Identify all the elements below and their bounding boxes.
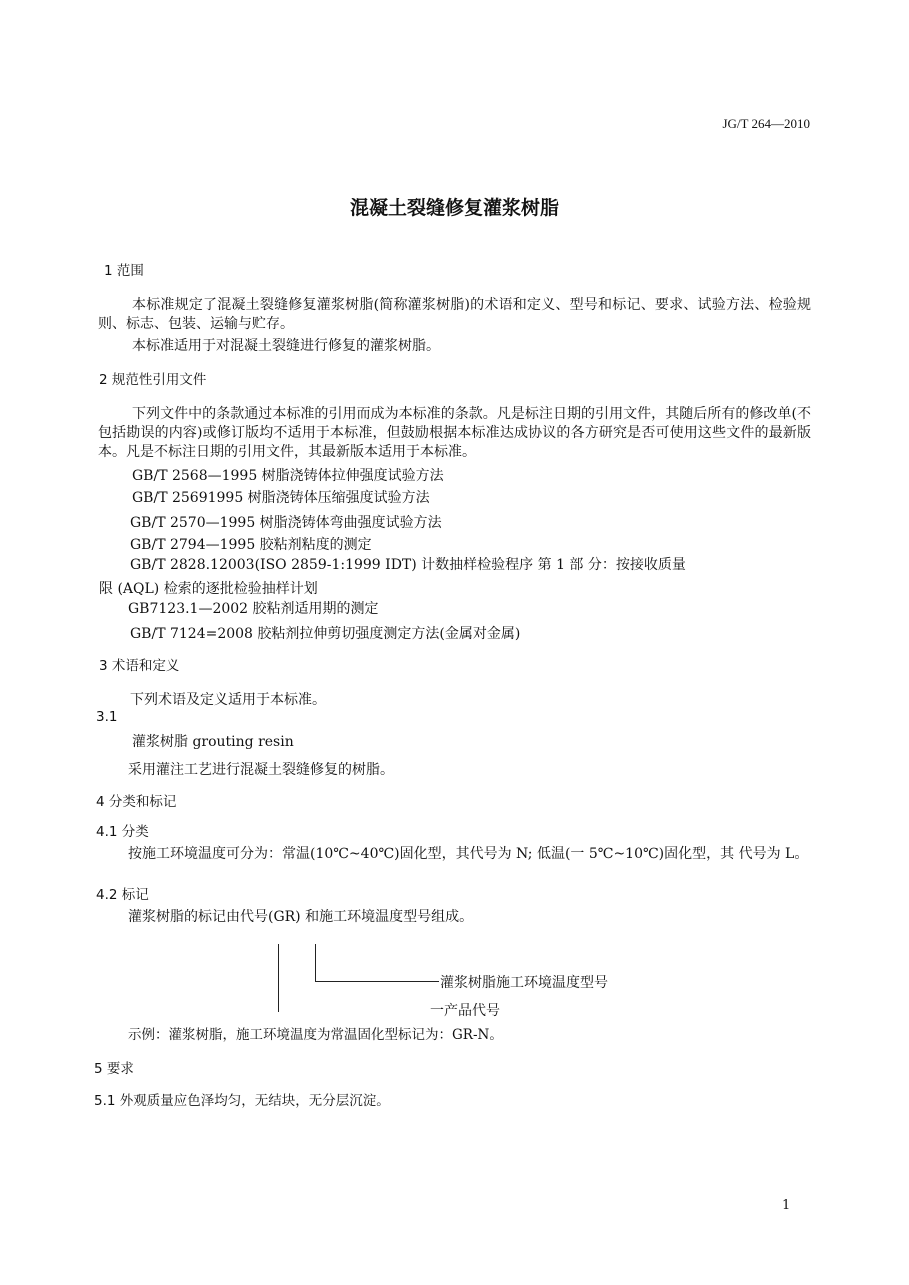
marking-example: 示例：灌浆树脂，施工环境温度为常温固化型标记为：GR-N。	[128, 1027, 503, 1043]
diagram-line-temperature-type	[315, 944, 316, 982]
section-4-2-paragraph: 灌浆树脂的标记由代号(GR) 和施工环境温度型号组成。	[128, 909, 474, 925]
standard-number: JG/T 264—2010	[722, 116, 810, 131]
diagram-label-temperature-type: 灌浆树脂施工环境温度型号	[440, 975, 608, 991]
reference-item: 限 (AQL) 检索的逐批检验抽样计划	[99, 581, 318, 597]
section-3-heading: 3 术语和定义	[99, 658, 180, 674]
subsection-4-2-heading: 4.2 标记	[96, 887, 149, 903]
reference-item: GB/T 7124=2008 胶粘剂拉伸剪切强度测定方法(金属对金属)	[130, 626, 521, 642]
reference-item: GB/T 2570—1995 树脂浇铸体弯曲强度试验方法	[130, 515, 442, 531]
section-1-paragraph-2: 本标准适用于对混凝土裂缝进行修复的灌浆树脂。	[132, 338, 440, 354]
section-4-heading: 4 分类和标记	[96, 794, 177, 810]
subsection-4-1-heading: 4.1 分类	[96, 824, 149, 840]
reference-item: GB/T 2828.12003(ISO 2859-1:1999 IDT) 计数抽样检验程序 第 1 部 分：按接收质量	[130, 557, 686, 573]
section-1-heading: 1 范围	[104, 263, 144, 279]
page-number: 1	[782, 1198, 791, 1213]
reference-item: GB7123.1—2002 胶粘剂适用期的测定	[128, 601, 379, 617]
subsection-3-1-number: 3.1	[96, 709, 118, 725]
section-5-heading: 5 要求	[94, 1061, 134, 1077]
subsection-5-1: 5.1 外观质量应色泽均匀，无结块，无分层沉淀。	[94, 1093, 390, 1109]
diagram-line-product-code	[278, 944, 279, 1012]
diagram-label-product-code: 一产品代号	[430, 1003, 500, 1019]
section-4-1-paragraph: 按施工环境温度可分为：常温(10℃~40℃)固化型，其代号为 N; 低温(一 5℃~10℃)固化型，其 代号为 L。	[128, 846, 809, 862]
section-3-paragraph-1: 下列术语及定义适用于本标准。	[130, 692, 326, 708]
section-2-heading: 2 规范性引用文件	[99, 372, 207, 388]
reference-item: GB/T 2794—1995 胶粘剂粘度的测定	[130, 537, 372, 553]
reference-item: GB/T 2568—1995 树脂浇铸体拉伸强度试验方法	[132, 468, 444, 484]
section-1-paragraph-1: 本标准规定了混凝土裂缝修复灌浆树脂(简称灌浆树脂)的术语和定义、型号和标记、要求、试验方法、检验规则、标志、包装、运输与贮存。	[98, 297, 811, 332]
section-2-paragraph-1: 下列文件中的条款通过本标准的引用而成为本标准的条款。凡是标注日期的引用文件，其随后所有的修改单(不包括勘误的内容)或修订版均不适用于本标准，但鼓励根据本标准达成协议的各方研究是否可使用这些文件的最新版本。凡是不标注日期的引用文件，其最新版本适用于本标准。	[98, 406, 811, 460]
term-entry: 灌浆树脂 grouting resin	[132, 734, 294, 750]
reference-item: GB/T 25691995 树脂浇铸体压缩强度试验方法	[132, 490, 430, 506]
diagram-leader-temperature-type	[315, 981, 439, 982]
term-definition: 采用灌注工艺进行混凝土裂缝修复的树脂。	[128, 762, 394, 778]
document-title: 混凝土裂缝修复灌浆树脂	[349, 197, 559, 219]
